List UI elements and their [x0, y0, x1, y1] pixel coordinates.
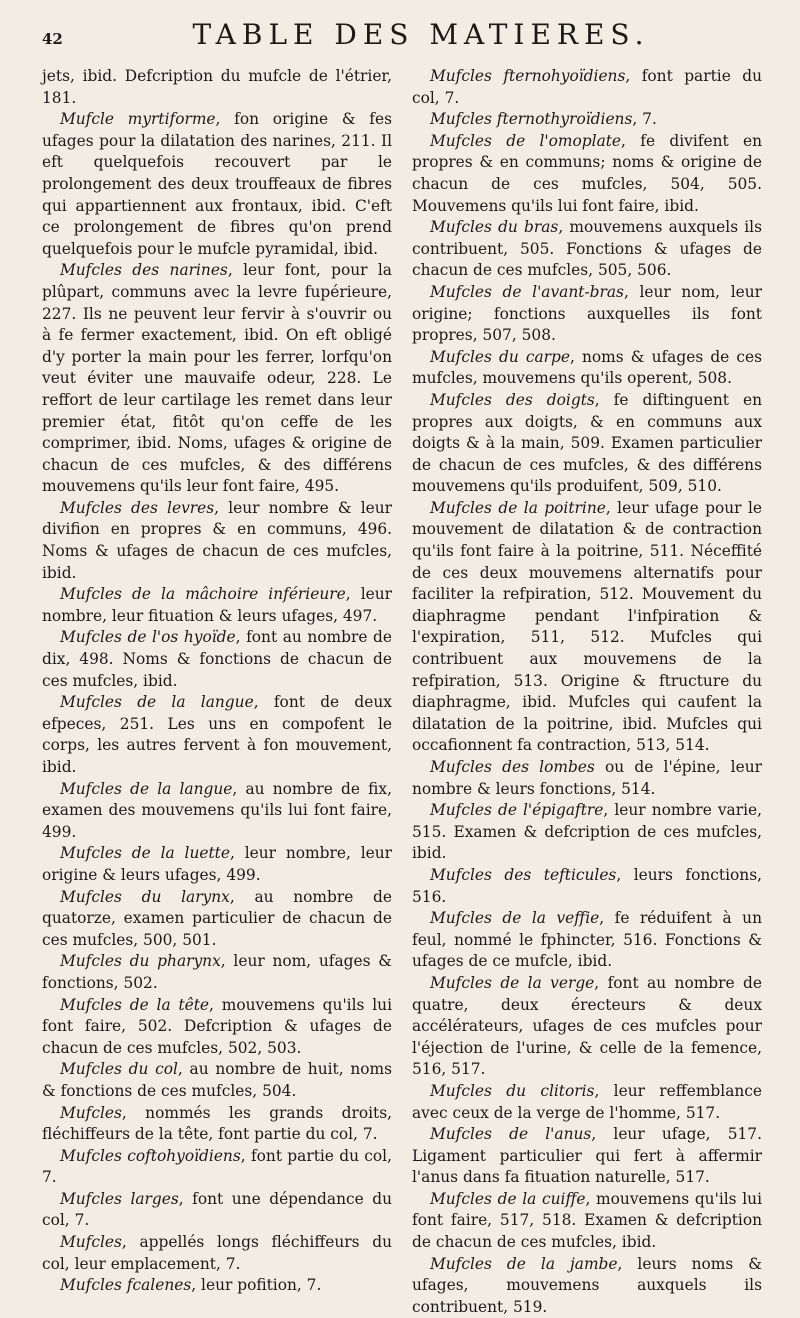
entry-headword: Mufcles de la cuiffe: [430, 1189, 586, 1208]
index-entry: [42, 584, 392, 627]
entry-text: , fe réduifent à un feul, nommé le fphincter, 516. Fonctions & ufages de ce mufcle, ibid.: [412, 909, 763, 971]
page-number: 42: [42, 30, 63, 48]
entry-headword: Mufcles de la jambe: [430, 1254, 618, 1273]
entry-text: , font partie du col, 7.: [412, 67, 762, 107]
entry-headword: Mufcles du col: [60, 1060, 178, 1079]
index-entry: [412, 66, 762, 109]
running-title: TABLE DES MATIERES.: [192, 18, 650, 51]
entry-headword: Mufcle myrtiforme: [60, 110, 216, 129]
entry-headword: Mufcles de la luette: [60, 844, 230, 863]
index-entry: [42, 1103, 392, 1146]
entry-headword: Mufcles fternothyroïdiens: [430, 110, 633, 129]
entry-headword: Mufcles du clitoris: [430, 1081, 595, 1100]
entry-text: , mouvemens auxquels ils contribuent, 505. Fonctions & ufages de chacun de ces mufcles, 505, 506.: [412, 218, 762, 280]
index-entry: [42, 887, 392, 952]
entry-headword: Mufcles des narines: [60, 261, 228, 280]
entry-text: , leur font, pour la plûpart, communs avec la levre fupérieure, 227. Ils ne peuvent leur fervir à s'ouvrir ou à fe fermer exactement, ibid. On eft obligé d'y porter la main pour les ferrer, lorfqu'on veut éviter une mauvaife odeur, 228. Le reffort de leur cartilage les remet dans leur premier état, fitôt qu'on ceffe de les comprimer, ibid. Noms, ufages & origine de chacun de ces mufcles, & des différens mouvemens qu'ils leur font faire, 495.: [42, 261, 392, 496]
entry-headword: Mufcles: [60, 1103, 122, 1122]
entry-text: , leur nombre, leur fituation & leurs ufages, 497.: [42, 585, 392, 625]
index-entry: [412, 131, 762, 217]
index-entry: [412, 1254, 762, 1318]
entry-headword: Mufcles du larynx: [60, 887, 230, 906]
index-entry: [42, 1275, 392, 1297]
entry-headword: Mufcles coftohyoïdiens: [60, 1146, 241, 1165]
entry-text: , fe diftinguent en propres aux doigts, & en communs aux doigts & à la main, 509. Examen particulier de chacun de ces mufcles, & des différens mouvemens qu'ils produifent, 509, 510.: [412, 390, 762, 496]
entry-text: , leurs fonctions, 516.: [412, 865, 762, 906]
entry-headword: Mufcles de l'os hyoïde: [60, 628, 236, 647]
entry-headword: Mufcles du pharynx: [60, 952, 221, 971]
entry-headword: Mufcles de l'anus: [430, 1125, 592, 1144]
entry-text: , leurs noms & ufages, mouvemens auxquels ils contribuent, 519.: [412, 1254, 763, 1316]
entry-text: , leur nom, ufages & fonctions, 502.: [42, 952, 392, 992]
entry-text: , leur reffemblance avec ceux de la verge de l'homme, 517.: [412, 1081, 763, 1122]
entry-headword: Mufcles du bras: [430, 218, 559, 237]
index-entry: [42, 1232, 392, 1275]
entry-text: , mouvemens qu'ils lui font faire, 517, 518. Examen & defcription de chacun de ces mufcles, ibid.: [412, 1189, 762, 1252]
index-entry: [412, 908, 762, 973]
entry-headword: Mufcles de l'avant-bras: [430, 282, 624, 301]
entry-text: , font au nombre de quatre, deux érecteurs & deux accélérateurs, ufages de ces mufcles pour l'éjection de l'urine, & celle de la femence, 516, 517.: [412, 973, 762, 1079]
entry-headword: Mufcles fcalenes: [60, 1276, 192, 1295]
entry-text: , noms & ufages de ces mufcles, mouvemens qu'ils operent, 508.: [412, 347, 763, 388]
entry-text: , leur ufage, 517. Ligament particulier qui fert à affermir l'anus dans fa fituation naturelle, 517.: [412, 1125, 762, 1187]
index-entry: [412, 800, 762, 865]
page-header: [42, 18, 760, 58]
entry-text: , leur nombre & leur divifion en propres & en communs, 496. Noms & ufages de chacun de ces mufcles, ibid.: [42, 498, 392, 582]
entry-text: , au nombre de quatorze, examen particulier de chacun de ces mufcles, 500, 501.: [42, 887, 392, 949]
index-entry: [412, 390, 762, 498]
entry-headword: Mufcles des levres: [60, 498, 215, 517]
index-entry: [42, 627, 392, 692]
entry-text: , nommés les grands droits, fléchiffeurs de la tête, font partie du col, 7.: [42, 1103, 392, 1144]
index-entry: [412, 109, 762, 131]
entry-headword: Mufcles: [60, 1233, 122, 1252]
index-entry: [412, 1189, 762, 1254]
entry-text: , au nombre de fix, examen des mouvemens qu'ils lui font faire, 499.: [42, 779, 392, 841]
index-entry: [42, 66, 392, 109]
entry-headword: Mufcles de la langue: [60, 779, 233, 798]
entry-headword: Mufcles de l'omoplate: [430, 131, 622, 150]
entry-headword: Mufcles des tefticules: [430, 865, 617, 884]
entry-headword: Mufcles de l'épigaftre: [430, 801, 604, 820]
entry-headword: Mufcles du carpe: [430, 347, 570, 366]
right-column: [412, 66, 762, 1318]
entry-text: , fe divifent en propres & en communs; noms & origine de chacun de ces mufcles, 504, 505. Mouvemens qu'ils lui font faire, ibid.: [412, 131, 763, 215]
index-entry: [42, 995, 392, 1060]
entry-text: , leur nom, leur origine; fonctions auxquelles ils font propres, 507, 508.: [412, 282, 762, 345]
entry-text: , font partie du col, 7.: [42, 1146, 392, 1187]
index-entry: [412, 347, 762, 390]
entry-headword: Mufcles de la tête: [60, 995, 210, 1014]
index-entry: [412, 1124, 762, 1189]
entry-text: ou de l'épine, leur nombre & leurs fonctions, 514.: [412, 758, 762, 798]
entry-text: , font une dépendance du col, 7.: [42, 1189, 393, 1230]
index-entry: [42, 1059, 392, 1102]
entry-text: jets, ibid. Defcription du mufcle de l'étrier, 181.: [42, 67, 392, 107]
index-entry: [42, 260, 392, 498]
entry-text: , appellés longs fléchiffeurs du col, leur emplacement, 7.: [42, 1233, 392, 1273]
entry-headword: Mufcles de la veffie: [430, 909, 600, 928]
index-entry: [42, 779, 392, 844]
index-entry: [42, 951, 392, 994]
index-entry: [412, 1081, 762, 1124]
entry-text: , font de deux efpeces, 251. Les uns en compofent le corps, les autres fervent à fon mouvement, ibid.: [42, 693, 392, 776]
index-entry: [42, 1146, 392, 1189]
index-entry: [412, 498, 762, 757]
entry-text: , leur nombre, leur origine & leurs ufages, 499.: [42, 844, 393, 884]
index-entry: [412, 757, 762, 800]
entry-text: , leur ufage pour le mouvement de dilatation & de contraction qu'ils font faire à la poitrine, 511. Néceffité de ces deux mouvemens alternatifs pour faciliter la refpiration, 512. Mouvement du diaphragme pendant l'infpiration & l'expiration, 511, 512. Mufcles qui contribuent aux mouvemens de la refpiration, 513. Origine & ftructure du diaphragme, ibid. Mufcles qui caufent la dilatation de la poitrine, ibid. Mufcles qui occafionnent fa contraction, 513, 514.: [412, 498, 762, 755]
entry-headword: Mufcles fternohyoïdiens: [430, 67, 626, 85]
entry-headword: Mufcles de la langue: [60, 693, 254, 712]
index-entry: [42, 109, 392, 260]
index-entry: [42, 843, 392, 886]
entry-headword: Mufcles de la mâchoire inférieure: [60, 585, 346, 604]
entry-text: , au nombre de huit, noms & fonctions de ces mufcles, 504.: [42, 1060, 392, 1100]
entry-headword: Mufcles des doigts: [430, 390, 595, 409]
entry-headword: Mufcles de la verge: [430, 973, 595, 992]
entry-text: , leur pofition, 7.: [191, 1276, 322, 1295]
index-entry: [412, 973, 762, 1081]
index-entry: [42, 692, 392, 778]
index-entry: [412, 282, 762, 347]
entry-text: , 7.: [632, 110, 657, 129]
index-entry: [42, 1189, 392, 1232]
index-entry: [412, 217, 762, 282]
index-entry: [412, 865, 762, 908]
entry-headword: Mufcles des lombes: [430, 758, 595, 776]
index-entry: [42, 498, 392, 584]
entry-text: , fon origine & fes ufages pour la dilatation des narines, 211. Il eft quelquefois recouvert par le prolongement des deux trouffeaux de fibres qui appartiennent aux frontaux, ibid. C'eft ce prolongement de fibres qu'on prend quelquefois pour le mufcle pyramidal, ibid.: [42, 110, 392, 258]
entry-text: , font au nombre de dix, 498. Noms & fonctions de chacun de ces mufcles, ibid.: [42, 628, 392, 690]
left-column: [42, 66, 392, 1297]
entry-headword: Mufcles de la poitrine: [430, 498, 606, 517]
entry-text: , mouvemens qu'ils lui font faire, 502. Defcription & ufages de chacun de ces mufcles, 502, 503.: [42, 995, 392, 1057]
entry-headword: Mufcles larges: [60, 1189, 179, 1208]
entry-text: , leur nombre varie, 515. Examen & defcription de ces mufcles, ibid.: [412, 801, 763, 863]
